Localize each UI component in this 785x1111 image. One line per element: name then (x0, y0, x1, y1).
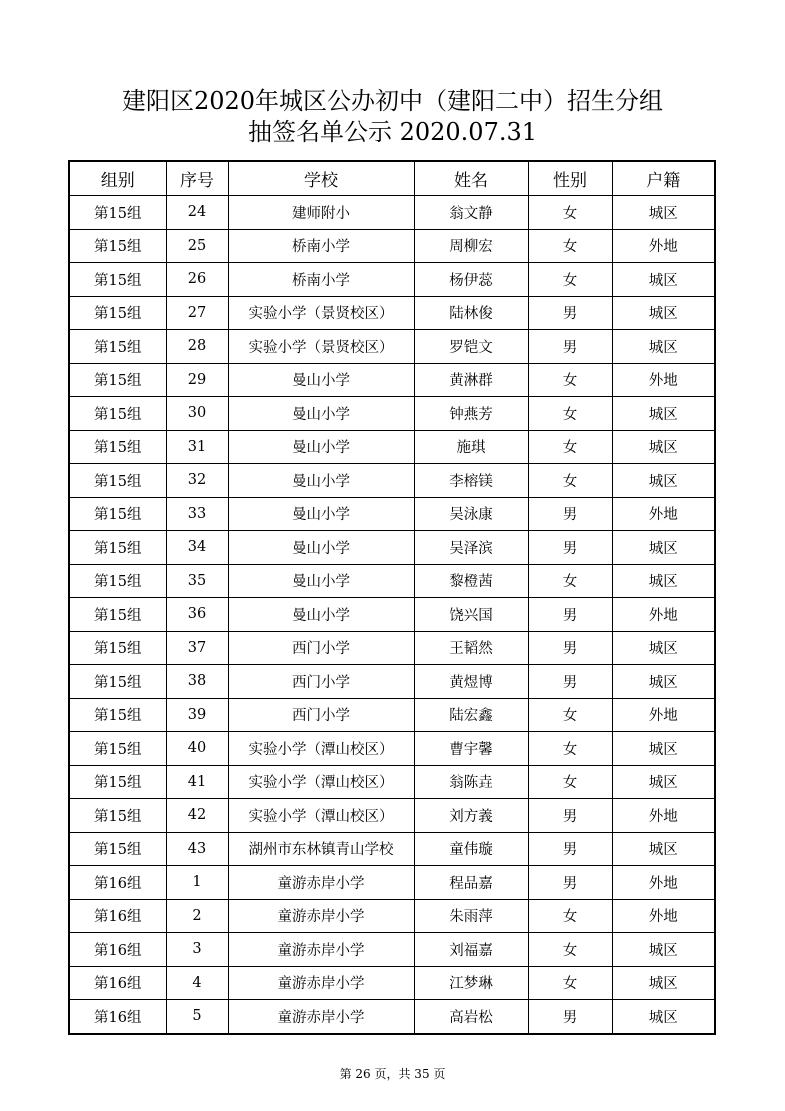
cell-group: 第15组 (69, 765, 166, 799)
cell-household: 城区 (612, 732, 715, 766)
cell-group: 第15组 (69, 229, 166, 263)
table-row (69, 263, 715, 297)
cell-school: 曼山小学 (228, 430, 414, 464)
cell-gender: 女 (528, 698, 612, 732)
cell-group: 第15组 (69, 732, 166, 766)
table-row (69, 1000, 715, 1034)
cell-number: 36 (166, 598, 228, 632)
table-row (69, 397, 715, 431)
cell-household: 外地 (612, 497, 715, 531)
cell-name: 施琪 (414, 430, 528, 464)
cell-group: 第15组 (69, 497, 166, 531)
table-row (69, 698, 715, 732)
column-header-school: 学校 (228, 161, 414, 196)
cell-gender: 女 (528, 564, 612, 598)
cell-group: 第16组 (69, 933, 166, 967)
table-row (69, 899, 715, 933)
cell-gender: 男 (528, 330, 612, 364)
cell-name: 陆林俊 (414, 296, 528, 330)
cell-number: 37 (166, 631, 228, 665)
cell-name: 江梦琳 (414, 966, 528, 1000)
column-header-group: 组别 (69, 161, 166, 196)
cell-group: 第15组 (69, 330, 166, 364)
cell-household: 城区 (612, 263, 715, 297)
cell-gender: 女 (528, 464, 612, 498)
table-row (69, 531, 715, 565)
cell-school: 实验小学（潭山校区） (228, 799, 414, 833)
cell-school: 建师附小 (228, 196, 414, 230)
cell-name: 刘福嘉 (414, 933, 528, 967)
cell-number: 43 (166, 832, 228, 866)
cell-name: 王韬然 (414, 631, 528, 665)
cell-name: 高岩松 (414, 1000, 528, 1034)
cell-school: 曼山小学 (228, 497, 414, 531)
table-body (69, 196, 715, 1034)
cell-name: 黄淋群 (414, 363, 528, 397)
column-header-name: 姓名 (414, 161, 528, 196)
cell-gender: 女 (528, 363, 612, 397)
cell-group: 第15组 (69, 564, 166, 598)
cell-name: 翁陈垚 (414, 765, 528, 799)
cell-household: 外地 (612, 698, 715, 732)
cell-group: 第15组 (69, 631, 166, 665)
cell-school: 童游赤岸小学 (228, 866, 414, 900)
cell-name: 饶兴国 (414, 598, 528, 632)
cell-group: 第15组 (69, 832, 166, 866)
cell-group: 第15组 (69, 363, 166, 397)
cell-group: 第15组 (69, 531, 166, 565)
cell-school: 桥南小学 (228, 229, 414, 263)
cell-group: 第15组 (69, 196, 166, 230)
cell-number: 2 (166, 899, 228, 933)
cell-gender: 女 (528, 933, 612, 967)
cell-household: 城区 (612, 631, 715, 665)
cell-household: 城区 (612, 397, 715, 431)
cell-number: 26 (166, 263, 228, 297)
cell-school: 曼山小学 (228, 564, 414, 598)
cell-school: 西门小学 (228, 698, 414, 732)
cell-household: 城区 (612, 196, 715, 230)
table-row (69, 430, 715, 464)
cell-school: 童游赤岸小学 (228, 966, 414, 1000)
cell-group: 第16组 (69, 866, 166, 900)
cell-gender: 男 (528, 497, 612, 531)
cell-household: 城区 (612, 531, 715, 565)
cell-gender: 女 (528, 196, 612, 230)
cell-household: 外地 (612, 799, 715, 833)
table-row (69, 229, 715, 263)
cell-group: 第16组 (69, 899, 166, 933)
cell-number: 1 (166, 866, 228, 900)
cell-name: 周柳宏 (414, 229, 528, 263)
cell-number: 31 (166, 430, 228, 464)
cell-number: 39 (166, 698, 228, 732)
cell-number: 24 (166, 196, 228, 230)
cell-number: 33 (166, 497, 228, 531)
cell-name: 杨伊蕊 (414, 263, 528, 297)
cell-number: 40 (166, 732, 228, 766)
cell-gender: 男 (528, 531, 612, 565)
table-row (69, 799, 715, 833)
cell-household: 城区 (612, 966, 715, 1000)
cell-school: 实验小学（潭山校区） (228, 765, 414, 799)
cell-gender: 女 (528, 732, 612, 766)
cell-name: 程品嘉 (414, 866, 528, 900)
cell-group: 第15组 (69, 598, 166, 632)
document-title-line2: 抽签名单公示 2020.07.31 (247, 118, 538, 146)
table-row (69, 598, 715, 632)
cell-name: 童伟璇 (414, 832, 528, 866)
document-title-line1: 建阳区2020年城区公办初中（建阳二中）招生分组 (121, 87, 664, 115)
column-header-household: 户籍 (612, 161, 715, 196)
cell-gender: 女 (528, 899, 612, 933)
cell-household: 外地 (612, 866, 715, 900)
cell-gender: 女 (528, 397, 612, 431)
column-header-gender: 性别 (528, 161, 612, 196)
cell-group: 第15组 (69, 263, 166, 297)
cell-group: 第15组 (69, 698, 166, 732)
table-row (69, 933, 715, 967)
cell-gender: 女 (528, 765, 612, 799)
cell-gender: 男 (528, 799, 612, 833)
cell-gender: 男 (528, 598, 612, 632)
table-row (69, 665, 715, 699)
cell-gender: 男 (528, 832, 612, 866)
cell-gender: 女 (528, 430, 612, 464)
cell-name: 刘方義 (414, 799, 528, 833)
cell-gender: 男 (528, 296, 612, 330)
cell-group: 第15组 (69, 397, 166, 431)
cell-school: 西门小学 (228, 631, 414, 665)
cell-name: 朱雨萍 (414, 899, 528, 933)
cell-number: 34 (166, 531, 228, 565)
cell-name: 吴泳康 (414, 497, 528, 531)
cell-household: 城区 (612, 665, 715, 699)
cell-school: 童游赤岸小学 (228, 933, 414, 967)
cell-number: 28 (166, 330, 228, 364)
cell-school: 桥南小学 (228, 263, 414, 297)
cell-gender: 女 (528, 966, 612, 1000)
table-row (69, 732, 715, 766)
cell-household: 城区 (612, 330, 715, 364)
table-row (69, 866, 715, 900)
cell-name: 钟燕芳 (414, 397, 528, 431)
cell-number: 27 (166, 296, 228, 330)
cell-household: 外地 (612, 229, 715, 263)
table-row (69, 196, 715, 230)
cell-gender: 男 (528, 665, 612, 699)
cell-household: 城区 (612, 1000, 715, 1034)
cell-group: 第16组 (69, 1000, 166, 1034)
enrollment-table (68, 160, 716, 1035)
table-row (69, 296, 715, 330)
cell-gender: 男 (528, 631, 612, 665)
cell-school: 曼山小学 (228, 598, 414, 632)
cell-group: 第15组 (69, 430, 166, 464)
cell-name: 罗铠文 (414, 330, 528, 364)
cell-school: 曼山小学 (228, 363, 414, 397)
table-row (69, 363, 715, 397)
cell-household: 城区 (612, 832, 715, 866)
cell-name: 曹宇馨 (414, 732, 528, 766)
table-row (69, 832, 715, 866)
cell-number: 32 (166, 464, 228, 498)
cell-household: 城区 (612, 430, 715, 464)
cell-name: 黎橙茜 (414, 564, 528, 598)
table-row (69, 631, 715, 665)
table-row (69, 330, 715, 364)
table-row (69, 765, 715, 799)
cell-household: 城区 (612, 765, 715, 799)
cell-school: 西门小学 (228, 665, 414, 699)
cell-name: 吴泽滨 (414, 531, 528, 565)
cell-group: 第16组 (69, 966, 166, 1000)
cell-gender: 女 (528, 229, 612, 263)
cell-name: 李榕镁 (414, 464, 528, 498)
cell-household: 城区 (612, 933, 715, 967)
cell-number: 38 (166, 665, 228, 699)
cell-number: 5 (166, 1000, 228, 1034)
cell-household: 外地 (612, 899, 715, 933)
cell-gender: 女 (528, 263, 612, 297)
page-footer: 第 26 页，共 35 页 (339, 1067, 446, 1081)
cell-group: 第15组 (69, 665, 166, 699)
cell-name: 陆宏鑫 (414, 698, 528, 732)
cell-number: 4 (166, 966, 228, 1000)
cell-school: 童游赤岸小学 (228, 1000, 414, 1034)
cell-school: 实验小学（景贤校区） (228, 330, 414, 364)
cell-gender: 男 (528, 866, 612, 900)
cell-school: 曼山小学 (228, 464, 414, 498)
cell-number: 35 (166, 564, 228, 598)
cell-number: 41 (166, 765, 228, 799)
cell-gender: 男 (528, 1000, 612, 1034)
cell-number: 3 (166, 933, 228, 967)
cell-school: 实验小学（景贤校区） (228, 296, 414, 330)
cell-number: 29 (166, 363, 228, 397)
cell-household: 外地 (612, 598, 715, 632)
cell-school: 曼山小学 (228, 531, 414, 565)
cell-school: 童游赤岸小学 (228, 899, 414, 933)
cell-name: 翁文静 (414, 196, 528, 230)
cell-school: 实验小学（潭山校区） (228, 732, 414, 766)
cell-number: 42 (166, 799, 228, 833)
cell-school: 曼山小学 (228, 397, 414, 431)
cell-name: 黄煜博 (414, 665, 528, 699)
table-row (69, 564, 715, 598)
cell-number: 25 (166, 229, 228, 263)
cell-group: 第15组 (69, 799, 166, 833)
cell-number: 30 (166, 397, 228, 431)
cell-household: 城区 (612, 296, 715, 330)
cell-household: 城区 (612, 564, 715, 598)
cell-group: 第15组 (69, 464, 166, 498)
cell-household: 外地 (612, 363, 715, 397)
table-row (69, 497, 715, 531)
table-row (69, 464, 715, 498)
cell-group: 第15组 (69, 296, 166, 330)
table-header-row (69, 161, 715, 196)
cell-school: 湖州市东林镇青山学校 (228, 832, 414, 866)
cell-household: 城区 (612, 464, 715, 498)
table-row (69, 966, 715, 1000)
column-header-number: 序号 (166, 161, 228, 196)
